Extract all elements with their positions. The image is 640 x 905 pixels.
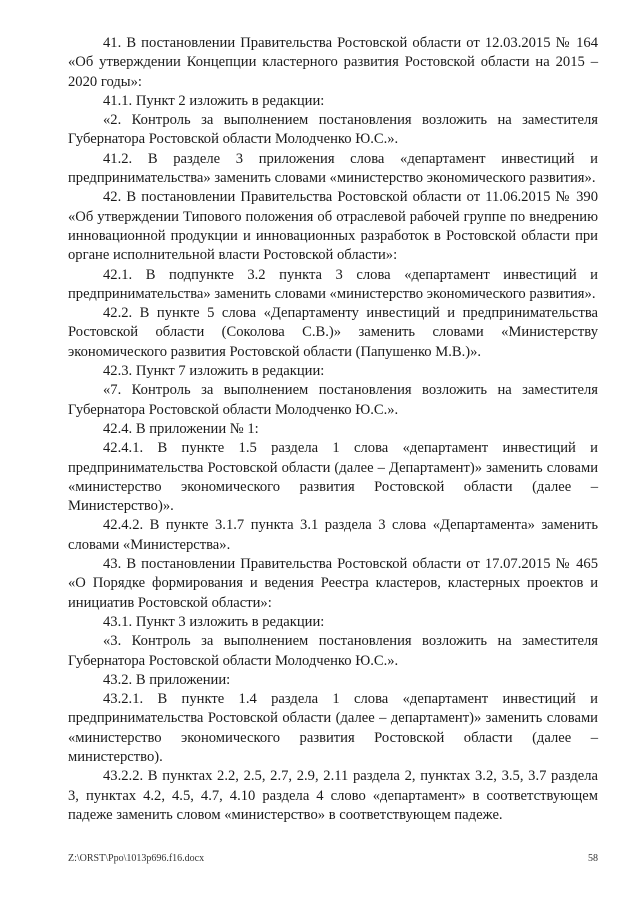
document-body bbox=[68, 34, 598, 825]
paragraph-42-3-text: «7. Контроль за выполнением постановления возложить на заместителя Губернатора Ростовской области Молодченко Ю.С.». bbox=[68, 382, 598, 418]
paragraph-42-1: 42.1. В подпункте 3.2 пункта 3 слова «департамент инвестиций и предпринимательства» заменить словами «министерство экономического развития». bbox=[68, 266, 598, 302]
paragraph-42-3: 42.3. Пункт 7 изложить в редакции: bbox=[103, 363, 325, 380]
paragraph-43-2-1: 43.2.1. В пункте 1.4 раздела 1 слова «департамент инвестиций и предпринимательства Ростовской области (далее – департамент)» заменить словами «министерство экономического развития Ростовской области (далее – министерство). bbox=[68, 691, 598, 765]
paragraph-41-2: 41.2. В разделе 3 приложения слова «департамент инвестиций и предпринимательства» заменить словами «министерство экономического развития». bbox=[68, 150, 598, 187]
paragraph-41: 41. В постановлении Правительства Ростовской области от 12.03.2015 № 164 «Об утверждении Концепции кластерного развития Ростовской области на 2015 – 2020 годы»: bbox=[68, 35, 598, 90]
paragraph-43: 43. В постановлении Правительства Ростовской области от 17.07.2015 № 465 «О Порядке формирования и ведения Реестра кластеров, кластерных проектов и инициатив Ростовской области»: bbox=[68, 556, 598, 611]
paragraph-42: 42. В постановлении Правительства Ростовской области от 11.06.2015 № 390 «Об утверждении Типового положения об отраслевой рабочей группе по внедрению инновационной продукции и инновационных разработок в Ростовской области при органе исполнительной власти Ростовской области»: bbox=[68, 189, 598, 264]
paragraph-41-1-text: «2. Контроль за выполнением постановления возложить на заместителя Губернатора Ростовской области Молодченко Ю.С.». bbox=[68, 112, 598, 148]
paragraph-43-2: 43.2. В приложении: bbox=[103, 671, 231, 688]
paragraph-43-2-2: 43.2.2. В пунктах 2.2, 2.5, 2.7, 2.9, 2.11 раздела 2, пунктах 3.2, 3.5, 3.7 раздела 3, пунктах 4.2, 4.5, 4.7, 4.10 раздела 4 слово «департамент» в соответствующем падеже заменить словом «министерство» в соответствующем падеже. bbox=[68, 768, 598, 823]
paragraph-41-1: 41.1. Пункт 2 изложить в редакции: bbox=[103, 92, 325, 109]
footer-file-path: Z:\ORST\Ppo\1013p696.f16.docx bbox=[68, 853, 205, 864]
paragraph-43-1: 43.1. Пункт 3 изложить в редакции: bbox=[103, 613, 325, 630]
paragraph-42-4: 42.4. В приложении № 1: bbox=[103, 420, 259, 437]
paragraph-43-1-text: «3. Контроль за выполнением постановления возложить на заместителя Губернатора Ростовской области Молодченко Ю.С.». bbox=[68, 633, 598, 669]
paragraph-42-4-1: 42.4.1. В пункте 1.5 раздела 1 слова «департамент инвестиций и предпринимательства Ростовской области (далее – Департамент)» заменить словами «министерство экономического развития Ростовской области (далее – Министерство)». bbox=[68, 440, 598, 515]
paragraph-42-4-2: 42.4.2. В пункте 3.1.7 пункта 3.1 раздела 3 слова «Департамента» заменить словами «Министерства». bbox=[68, 517, 598, 553]
footer-page-number: 58 bbox=[588, 853, 598, 864]
paragraph-42-2: 42.2. В пункте 5 слова «Департаменту инвестиций и предпринимательства Ростовской области (Соколова С.В.)» заменить словами «Министерству экономического развития Ростовской области (Папушенко М.В.)». bbox=[68, 305, 598, 360]
